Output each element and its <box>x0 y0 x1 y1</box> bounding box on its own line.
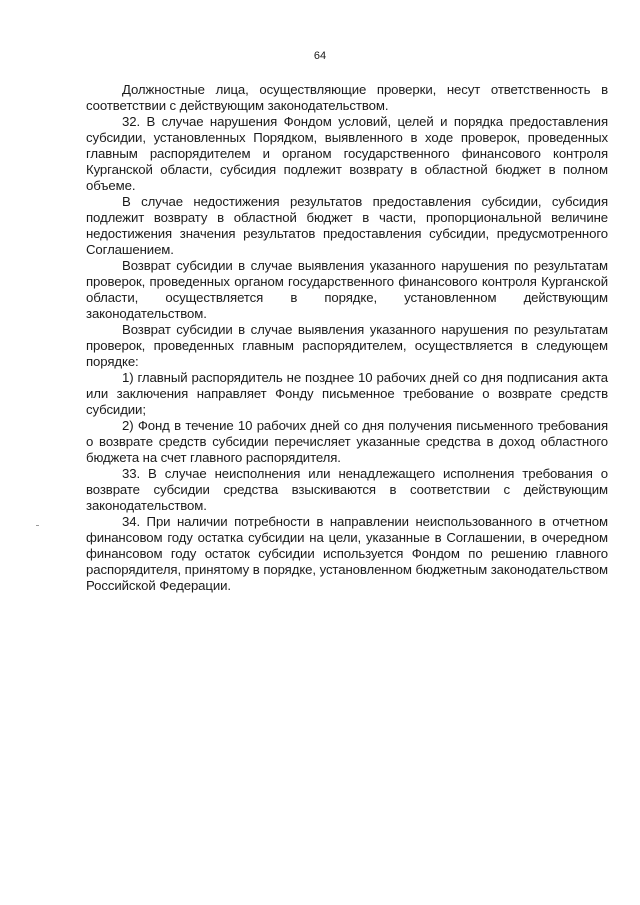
paragraph-officials-responsibility: Должностные лица, осуществляющие проверки, несут ответственность в соответствии с действующим законодательством. <box>86 82 608 113</box>
list-item-2: 2) Фонд в течение 10 рабочих дней со дня получения письменного требования о возврате средств субсидии перечисляет указанные средства в доход областного бюджета на счет главного распорядителя. <box>86 418 608 465</box>
paragraph-clause-33: 33. В случае неисполнения или ненадлежащего исполнения требования о возврате субсидии средства взыскиваются в соответствии с действующим законодательством. <box>86 466 608 513</box>
list-item-1: 1) главный распорядитель не позднее 10 рабочих дней со дня подписания акта или заключения направляет Фонду письменное требование о возврате средств субсидии; <box>86 370 608 417</box>
scan-margin-mark <box>36 525 39 526</box>
paragraph-clause-32: 32. В случае нарушения Фондом условий, целей и порядка предоставления субсидии, установленных Порядком, выявленного в ходе проверок, проведенных главным распорядителем и органом государственного финансового контроля Курганской области, субсидия подлежит возврату в областной бюджет в полном объеме. <box>86 114 608 193</box>
page-number: 64 <box>313 50 327 62</box>
paragraph-return-financial-control: Возврат субсидии в случае выявления указанного нарушения по результатам проверок, проведенных органом государственного финансового контроля Курганской области, осуществляется в порядке, установленном действующим законодательством. <box>86 258 608 321</box>
paragraph-return-main-administrator: Возврат субсидии в случае выявления указанного нарушения по результатам проверок, проведенных главным распорядителем, осуществляется в следующем порядке: <box>86 322 608 369</box>
document-body <box>86 82 608 594</box>
paragraph-clause-34: 34. При наличии потребности в направлении неиспользованного в отчетном финансовом году остатка субсидии на цели, указанные в Соглашении, в очередном финансовом году остаток субсидии используется Фондом по решению главного распорядителя, принятому в порядке, установленном бюджетным законодательством Российской Федерации. <box>86 514 608 593</box>
paragraph-results-not-achieved: В случае недостижения результатов предоставления субсидии, субсидия подлежит возврату в областной бюджет в части, пропорциональной величине недостижения значения результатов предоставления субсидии, предусмотренного Соглашением. <box>86 194 608 257</box>
